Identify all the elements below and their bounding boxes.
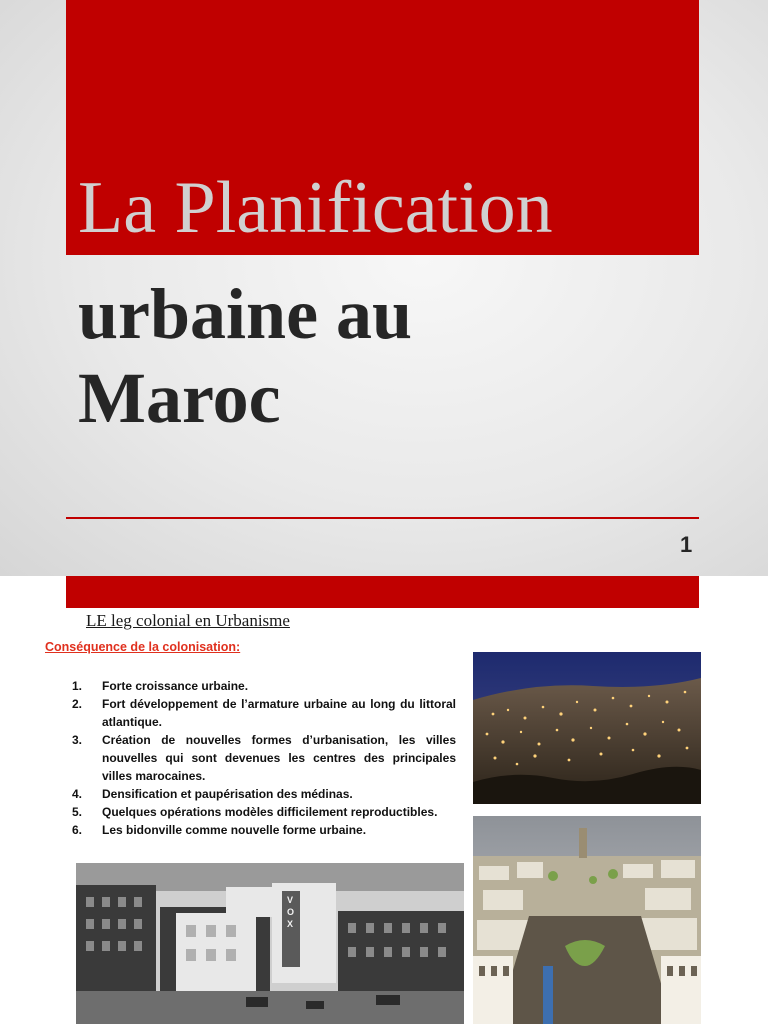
svg-text:O: O — [287, 907, 295, 917]
night-city-photo — [473, 652, 701, 804]
list-item-number: 5. — [72, 805, 83, 819]
list-item-number: 3. — [72, 733, 83, 747]
list-item-number: 4. — [72, 787, 83, 801]
list-item-number: 2. — [72, 697, 83, 711]
list-item — [72, 821, 456, 839]
title-line-3: Maroc — [78, 358, 281, 438]
title-line-2: urbaine au — [78, 274, 413, 354]
page-number: 1 — [680, 532, 693, 557]
list-item — [72, 677, 456, 695]
aerial-square-photo — [473, 816, 701, 1024]
title-divider — [66, 517, 699, 519]
list-item-number: 6. — [72, 823, 83, 837]
svg-text:X: X — [287, 919, 294, 929]
slide-title: LE leg colonial en Urbanisme — [86, 611, 290, 630]
list-item-text: Quelques opérations modèles difficilement reproductibles. — [102, 805, 438, 819]
historic-street-photo — [76, 863, 464, 1024]
list-item — [72, 803, 456, 821]
list-item — [72, 785, 456, 803]
list-item-text: Densification et paupérisation des médinas. — [102, 787, 353, 801]
content-slide — [0, 576, 768, 1024]
list-item-text: Création de nouvelles formes d’urbanisation, les villes nouvelles qui sont devenues les centres des principales villes marocaines. — [102, 733, 456, 783]
title-lines-2-3 — [78, 272, 412, 440]
list-item — [72, 731, 456, 785]
consequence-list — [72, 677, 456, 839]
list-item-number: 1. — [72, 679, 83, 693]
title-line-1: La Planification — [78, 167, 553, 249]
list-item-text: Les bidonville comme nouvelle forme urbaine. — [102, 823, 367, 837]
header-red-band — [66, 576, 699, 608]
list-item-text: Forte croissance urbaine. — [102, 679, 249, 693]
list-item — [72, 695, 456, 731]
list-item-text: Fort développement de l’armature urbaine au long du littoral atlantique. — [102, 697, 456, 729]
svg-text:V: V — [287, 895, 294, 905]
slide-subtitle: Conséquence de la colonisation: — [45, 640, 241, 654]
